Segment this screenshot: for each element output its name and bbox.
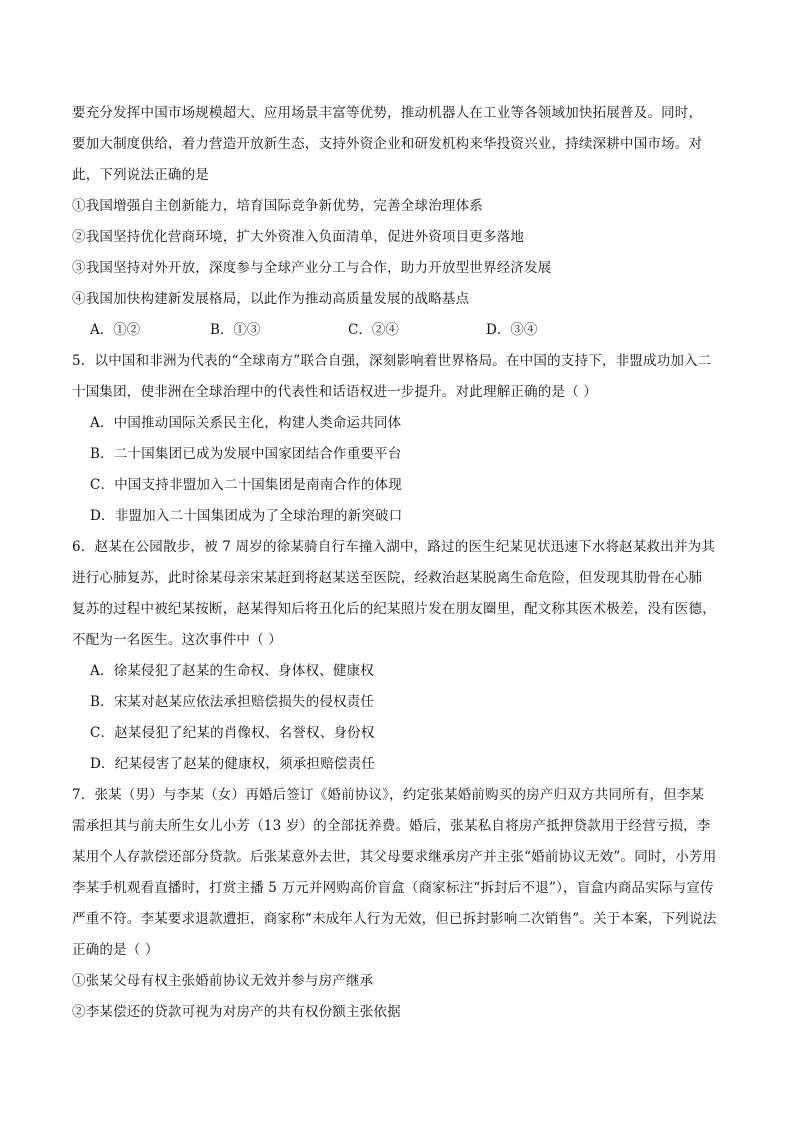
q7-stem-line: 7．张某（男）与李某（女）再婚后签订《婚前协议》，约定张某婚前购买的房产归双方共同所有，但李某 bbox=[72, 787, 705, 803]
q5-option-b[interactable]: B．二十国集团已成为发展中国家团结合作重要平台 bbox=[90, 446, 402, 462]
q7-stem-line: 李某手机观看直播时，打赏主播 5 万元并网购高价盲盒（商家标注“拆封后不退”），盲盒内商品实际与宣传 bbox=[72, 880, 714, 896]
q4-option-a[interactable]: A．①② bbox=[90, 322, 141, 338]
q4-statement: ④我国加快构建新发展格局，以此作为推动高质量发展的战略基点 bbox=[72, 291, 470, 307]
q7-stem-line: 严重不符。李某要求退款遭拒，商家称“未成年人行为无效，但已拆封影响二次销售”。关于本案，下列说法 bbox=[72, 911, 717, 927]
q6-option-c[interactable]: C．赵某侵犯了纪某的肖像权、名誉权、身份权 bbox=[90, 725, 375, 741]
q7-stem-line: 需承担其与前夫所生女儿小芳（13 岁）的全部抚养费。婚后，张某私自将房产抵押贷款用于经营亏损，李 bbox=[72, 818, 711, 834]
q4-statement: ③我国坚持对外开放，深度参与全球产业分工与合作，助力开放型世界经济发展 bbox=[72, 260, 552, 276]
intro-line: 要充分发挥中国市场规模超大、应用场景丰富等优势，推动机器人在工业等各领域加快拓展普及。同时， bbox=[72, 105, 703, 121]
q6-option-b[interactable]: B．宋某对赵某应依法承担赔偿损失的侵权责任 bbox=[90, 694, 375, 710]
q6-stem-line: 6．赵某在公园散步，被 7 周岁的徐某骑自行车撞入湖中，路过的医生纪某见状迅速下水将赵某救出并为其 bbox=[72, 539, 716, 555]
intro-line: 此，下列说法正确的是 bbox=[72, 167, 209, 183]
intro-line: 要加大制度供给，着力营造开放新生态，支持外资企业和研发机构来华投资兴业，持续深耕中国市场。对 bbox=[72, 136, 703, 152]
q5-option-c[interactable]: C．中国支持非盟加入二十国集团是南南合作的体现 bbox=[90, 477, 402, 493]
q7-statement: ②李某偿还的贷款可视为对房产的共有权份额主张依据 bbox=[72, 1004, 401, 1020]
q5-stem-line: 5．以中国和非洲为代表的“全球南方”联合自强，深刻影响着世界格局。在中国的支持下，非盟成功加入二 bbox=[72, 353, 712, 369]
q5-option-d[interactable]: D．非盟加入二十国集团成为了全球治理的新突破口 bbox=[90, 508, 403, 524]
q6-option-a[interactable]: A．徐某侵犯了赵某的生命权、身体权、健康权 bbox=[90, 663, 374, 679]
q4-option-d[interactable]: D．③④ bbox=[486, 322, 538, 338]
q7-stem-line: 正确的是（ ） bbox=[72, 942, 159, 958]
q4-option-c[interactable]: C．②④ bbox=[348, 322, 399, 338]
q4-statement: ②我国坚持优化营商环境，扩大外资准入负面清单，促进外资项目更多落地 bbox=[72, 229, 525, 245]
q7-stem-line: 某用个人存款偿还部分贷款。后张某意外去世，其父母要求继承房产并主张“婚前协议无效”。同时，小芳用 bbox=[72, 849, 717, 865]
q4-statement: ①我国增强自主创新能力，培育国际竞争新优势，完善全球治理体系 bbox=[72, 198, 483, 214]
q6-stem-line: 进行心肺复苏，此时徐某母亲宋某赶到将赵某送至医院，经救治赵某脱离生命危险，但发现其肋骨在心肺 bbox=[72, 570, 703, 586]
q6-stem-line: 复苏的过程中被纪某按断，赵某得知后将丑化后的纪某照片发在朋友圈里，配文称其医术极差，没有医德， bbox=[72, 601, 716, 617]
q7-statement: ①张某父母有权主张婚前协议无效并参与房产继承 bbox=[72, 973, 374, 989]
q6-option-d[interactable]: D．纪某侵害了赵某的健康权，须承担赔偿责任 bbox=[90, 756, 376, 772]
q4-option-b[interactable]: B．①③ bbox=[210, 322, 261, 338]
q5-option-a[interactable]: A．中国推动国际关系民主化，构建人类命运共同体 bbox=[90, 415, 402, 431]
q6-stem-line: 不配为一名医生。这次事件中（ ） bbox=[72, 632, 282, 648]
q5-stem-line: 十国集团，使非洲在全球治理中的代表性和话语权进一步提升。对此理解正确的是（ ） bbox=[72, 384, 598, 400]
q4-option-row bbox=[90, 320, 690, 340]
